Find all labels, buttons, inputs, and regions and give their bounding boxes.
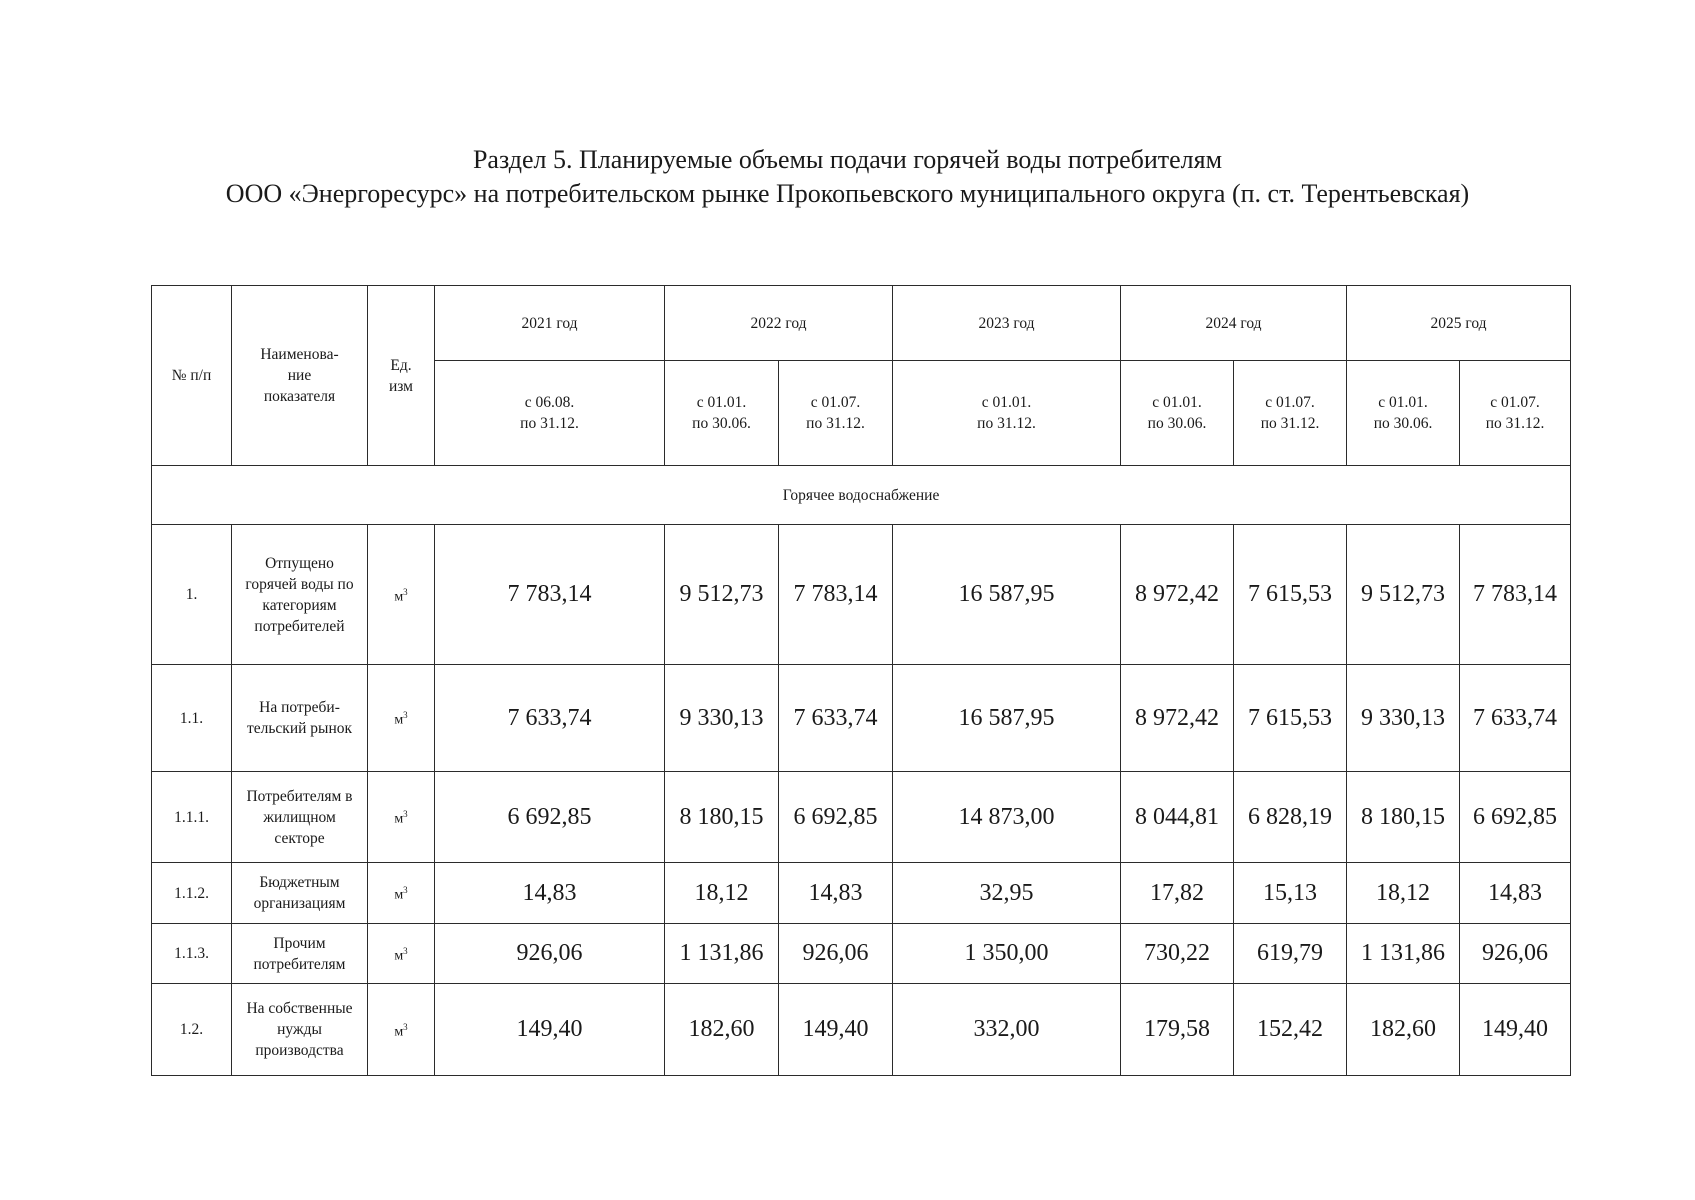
value-cell: 8 180,15 (665, 772, 779, 863)
row-indicator-name: Бюджетным организациям (232, 863, 368, 924)
value-cell: 9 512,73 (665, 525, 779, 665)
hot-water-table (151, 285, 1571, 1076)
unit-symbol: м (394, 887, 404, 903)
header-num: № п/п (152, 286, 232, 466)
table-row (152, 525, 1571, 665)
unit-exponent: 3 (403, 586, 408, 597)
row-indicator-name: На потреби- тельский рынок (232, 665, 368, 772)
value-cell: 1 131,86 (665, 924, 779, 984)
header-period: с 01.07. по 31.12. (1234, 361, 1347, 466)
value-cell: 16 587,95 (893, 665, 1121, 772)
value-cell: 7 783,14 (779, 525, 893, 665)
row-number: 1.1.3. (152, 924, 232, 984)
value-cell: 926,06 (435, 924, 665, 984)
value-cell: 926,06 (779, 924, 893, 984)
value-cell: 730,22 (1121, 924, 1234, 984)
unit-exponent: 3 (403, 885, 408, 896)
value-cell: 14,83 (779, 863, 893, 924)
row-number: 1.1.2. (152, 863, 232, 924)
value-cell: 1 350,00 (893, 924, 1121, 984)
table-row (152, 863, 1571, 924)
value-cell: 926,06 (1460, 924, 1571, 984)
header-year: 2024 год (1121, 286, 1347, 361)
value-cell: 179,58 (1121, 984, 1234, 1076)
row-unit (368, 984, 435, 1076)
value-cell: 9 330,13 (665, 665, 779, 772)
page-title (0, 143, 1695, 211)
row-indicator-name: На собственные нужды производства (232, 984, 368, 1076)
unit-symbol: м (394, 811, 404, 827)
table-row (152, 984, 1571, 1076)
value-cell: 7 783,14 (435, 525, 665, 665)
header-period: с 06.08. по 31.12. (435, 361, 665, 466)
row-number: 1. (152, 525, 232, 665)
unit-symbol: м (394, 1024, 404, 1040)
value-cell: 6 692,85 (779, 772, 893, 863)
header-period: с 01.01. по 30.06. (665, 361, 779, 466)
value-cell: 619,79 (1234, 924, 1347, 984)
header-period: с 01.07. по 31.12. (779, 361, 893, 466)
table-row (152, 665, 1571, 772)
value-cell: 18,12 (665, 863, 779, 924)
row-indicator-name: Отпущено горячей воды по категориям потребителей (232, 525, 368, 665)
value-cell: 149,40 (1460, 984, 1571, 1076)
row-unit (368, 772, 435, 863)
header-year: 2025 год (1347, 286, 1571, 361)
value-cell: 6 828,19 (1234, 772, 1347, 863)
title-line-1: Раздел 5. Планируемые объемы подачи горячей воды потребителям (472, 145, 1223, 174)
row-unit (368, 525, 435, 665)
value-cell: 8 044,81 (1121, 772, 1234, 863)
value-cell: 7 633,74 (1460, 665, 1571, 772)
unit-exponent: 3 (403, 710, 408, 721)
value-cell: 18,12 (1347, 863, 1460, 924)
header-name: Наименова- ние показателя (232, 286, 368, 466)
value-cell: 16 587,95 (893, 525, 1121, 665)
value-cell: 8 180,15 (1347, 772, 1460, 863)
value-cell: 6 692,85 (435, 772, 665, 863)
value-cell: 182,60 (665, 984, 779, 1076)
row-indicator-name: Потребителям в жилищном секторе (232, 772, 368, 863)
section-row (152, 466, 1571, 525)
unit-symbol: м (394, 589, 404, 605)
header-period: с 01.01. по 30.06. (1347, 361, 1460, 466)
row-number: 1.2. (152, 984, 232, 1076)
header-period: с 01.01. по 30.06. (1121, 361, 1234, 466)
header-row-years (152, 286, 1571, 361)
table-row (152, 924, 1571, 984)
value-cell: 7 633,74 (779, 665, 893, 772)
row-unit (368, 863, 435, 924)
value-cell: 14,83 (435, 863, 665, 924)
unit-symbol: м (394, 712, 404, 728)
value-cell: 7 615,53 (1234, 665, 1347, 772)
title-line-2: ООО «Энергоресурс» на потребительском рынке Прокопьевского муниципального округа (п. ст. Терентьевская) (225, 179, 1470, 208)
unit-exponent: 3 (403, 809, 408, 820)
value-cell: 8 972,42 (1121, 525, 1234, 665)
value-cell: 8 972,42 (1121, 665, 1234, 772)
header-year: 2023 год (893, 286, 1121, 361)
header-unit: Ед. изм (368, 286, 435, 466)
value-cell: 7 783,14 (1460, 525, 1571, 665)
row-number: 1.1.1. (152, 772, 232, 863)
value-cell: 332,00 (893, 984, 1121, 1076)
header-period: с 01.01. по 31.12. (893, 361, 1121, 466)
value-cell: 182,60 (1347, 984, 1460, 1076)
value-cell: 7 615,53 (1234, 525, 1347, 665)
row-unit (368, 665, 435, 772)
value-cell: 152,42 (1234, 984, 1347, 1076)
header-year: 2022 год (665, 286, 893, 361)
unit-exponent: 3 (403, 945, 408, 956)
value-cell: 7 633,74 (435, 665, 665, 772)
value-cell: 17,82 (1121, 863, 1234, 924)
value-cell: 149,40 (779, 984, 893, 1076)
row-unit (368, 924, 435, 984)
value-cell: 14 873,00 (893, 772, 1121, 863)
value-cell: 9 330,13 (1347, 665, 1460, 772)
value-cell: 1 131,86 (1347, 924, 1460, 984)
value-cell: 14,83 (1460, 863, 1571, 924)
value-cell: 32,95 (893, 863, 1121, 924)
value-cell: 9 512,73 (1347, 525, 1460, 665)
section-label: Горячее водоснабжение (152, 466, 1571, 525)
header-year: 2021 год (435, 286, 665, 361)
value-cell: 6 692,85 (1460, 772, 1571, 863)
table-body (152, 286, 1571, 1076)
table-row (152, 772, 1571, 863)
value-cell: 15,13 (1234, 863, 1347, 924)
row-number: 1.1. (152, 665, 232, 772)
row-indicator-name: Прочим потребителям (232, 924, 368, 984)
header-period: с 01.07. по 31.12. (1460, 361, 1571, 466)
unit-symbol: м (394, 948, 404, 964)
unit-exponent: 3 (403, 1021, 408, 1032)
value-cell: 149,40 (435, 984, 665, 1076)
